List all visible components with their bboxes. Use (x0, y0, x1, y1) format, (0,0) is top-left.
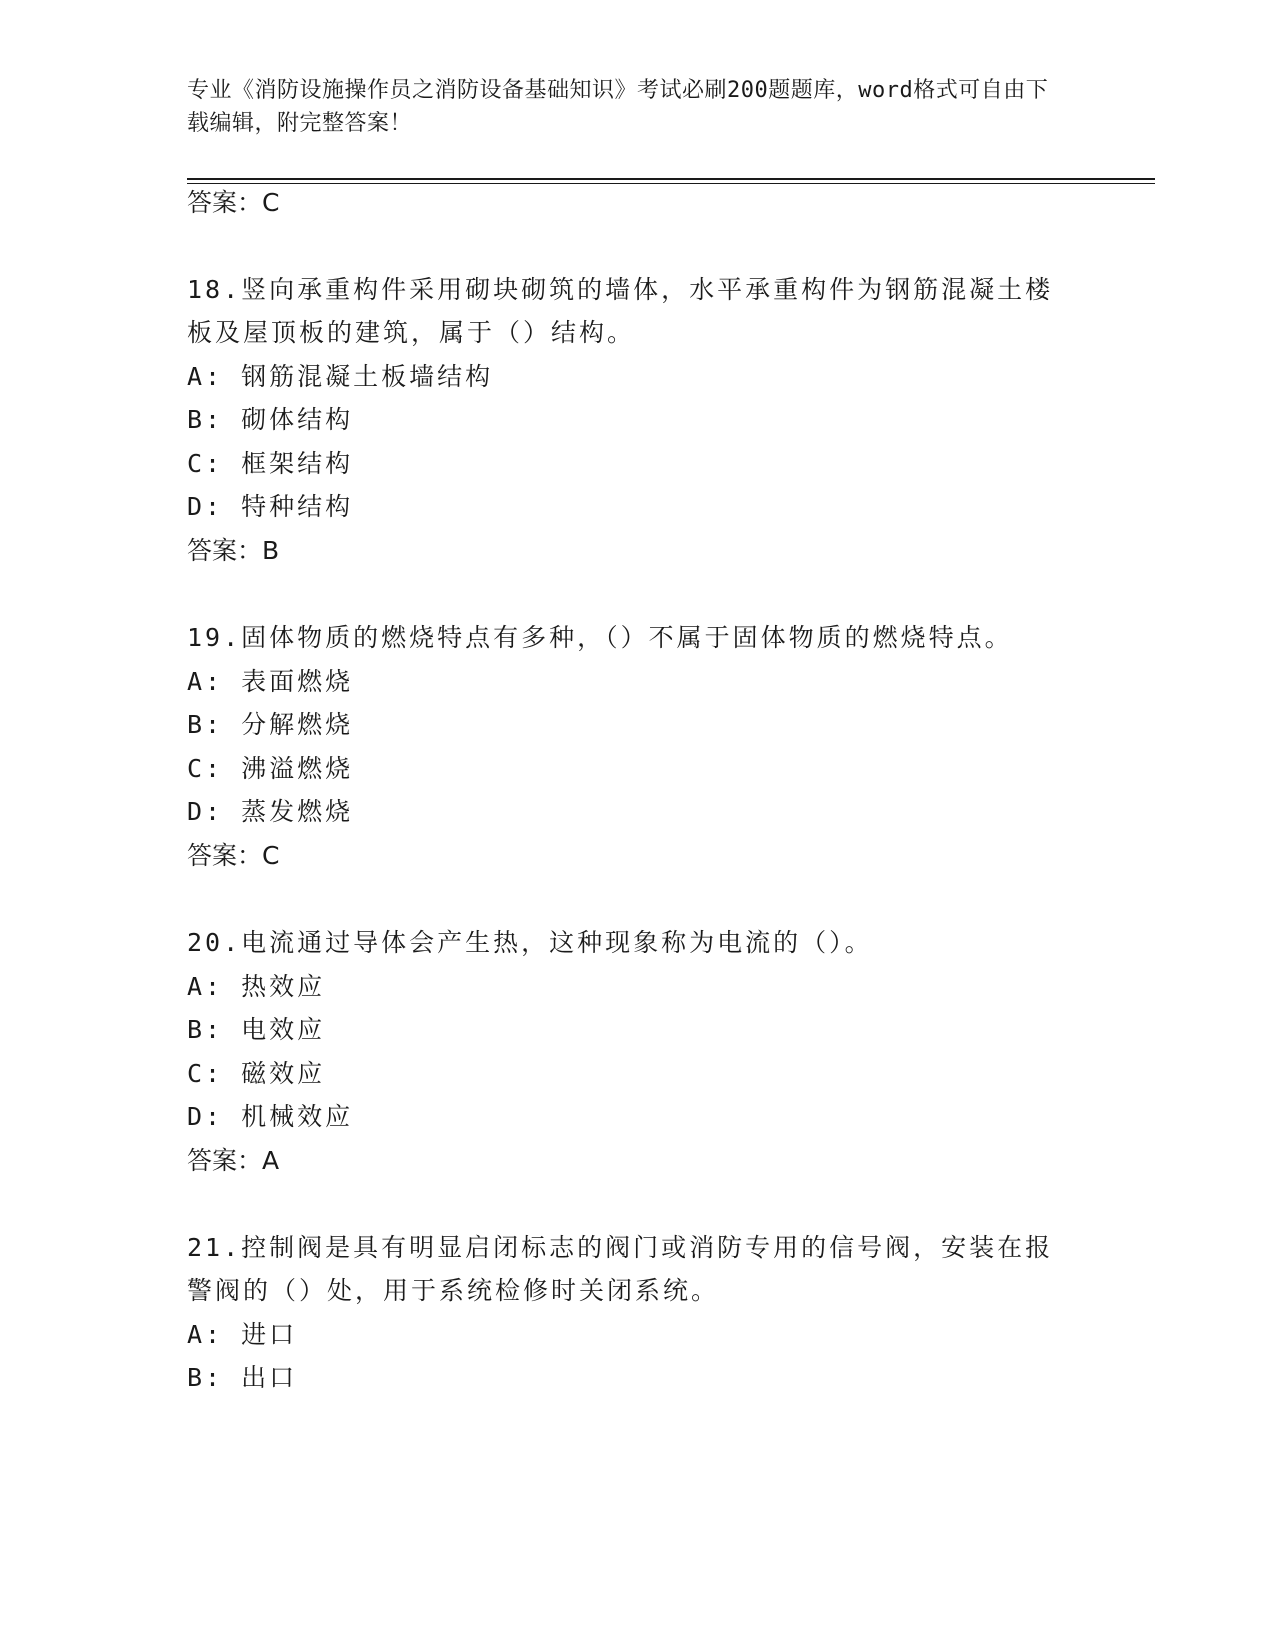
option-c: C: 磁效应 (187, 1059, 326, 1088)
question-stem: 19.固体物质的燃烧特点有多种，（）不属于固体物质的燃烧特点。 (187, 623, 1013, 652)
option-b: B: 出口 (187, 1363, 298, 1392)
header-intro: 专业《消防设施操作员之消防设备基础知识》考试必刷200题题库，word格式可自由下载编辑，附完整答案！ (187, 78, 1049, 136)
option-a: A: 表面燃烧 (187, 667, 354, 696)
answer-line: 答案：C (187, 841, 280, 870)
option-b: B: 电效应 (187, 1015, 326, 1044)
question-stem: 18.竖向承重构件采用砌块砌筑的墙体，水平承重构件为钢筋混凝土楼 (187, 275, 1054, 304)
header-divider-thin (187, 183, 1155, 184)
option-a: A: 热效应 (187, 972, 326, 1001)
option-c: C: 沸溢燃烧 (187, 754, 354, 783)
answer-line: 答案：B (187, 536, 280, 565)
answer-line: 答案：A (187, 1146, 280, 1175)
option-b: B: 砌体结构 (187, 405, 354, 434)
option-c: C: 框架结构 (187, 449, 354, 478)
question-stem: 20.电流通过导体会产生热，这种现象称为电流的（）。 (187, 928, 873, 957)
header-divider (187, 178, 1155, 180)
question-stem: 板及屋顶板的建筑，属于（）结构。 (187, 318, 636, 347)
question-stem: 警阀的（）处，用于系统检修时关闭系统。 (187, 1276, 720, 1305)
question-stem: 21.控制阀是具有明显启闭标志的阀门或消防专用的信号阀，安装在报 (187, 1233, 1054, 1262)
option-d: D: 机械效应 (187, 1102, 354, 1131)
option-b: B: 分解燃烧 (187, 710, 354, 739)
option-d: D: 特种结构 (187, 492, 354, 521)
answer-line: 答案：C (187, 188, 280, 217)
option-d: D: 蒸发燃烧 (187, 797, 354, 826)
option-a: A: 进口 (187, 1320, 298, 1349)
option-a: A: 钢筋混凝土板墙结构 (187, 362, 494, 391)
